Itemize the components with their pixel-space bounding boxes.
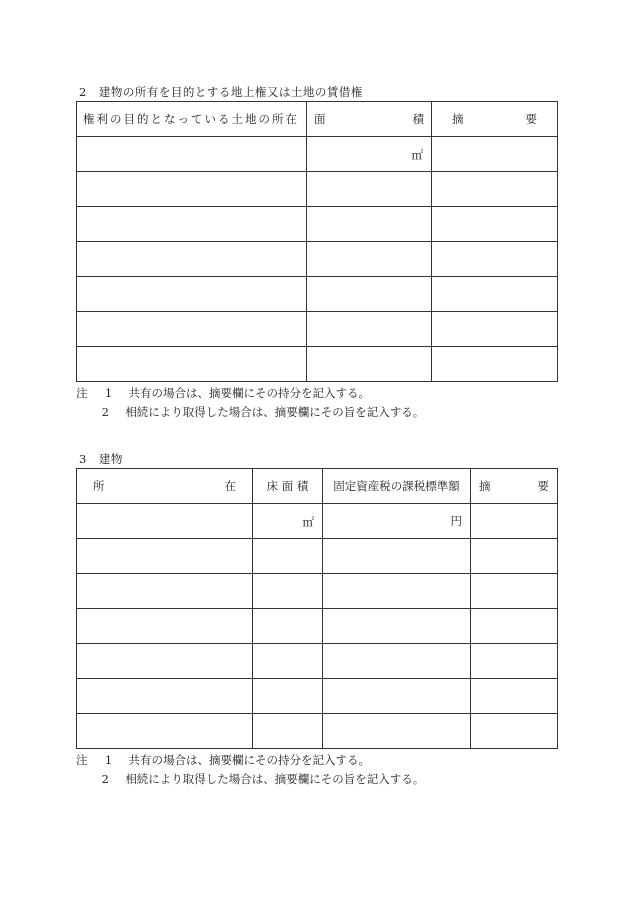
header-remarks xyxy=(471,469,558,504)
cell-tax-value[interactable]: 円 xyxy=(323,504,471,539)
cell-remarks[interactable] xyxy=(432,277,558,312)
cell-remarks[interactable] xyxy=(432,137,558,172)
cell-floor-area[interactable] xyxy=(253,539,323,574)
cell-building-location[interactable] xyxy=(77,574,253,609)
table-row xyxy=(77,277,558,312)
note-2-2 xyxy=(76,404,424,420)
cell-floor-area[interactable] xyxy=(253,714,323,749)
cell-remarks[interactable] xyxy=(471,504,558,539)
cell-building-location[interactable] xyxy=(77,539,253,574)
note-prefix: 注 xyxy=(76,753,88,767)
cell-tax-value[interactable] xyxy=(323,714,471,749)
cell-tax-value[interactable] xyxy=(323,679,471,714)
table-row xyxy=(77,172,558,207)
header-remarks-right: 要 xyxy=(525,112,537,126)
cell-land-location[interactable] xyxy=(77,242,307,277)
cell-building-location[interactable] xyxy=(77,504,253,539)
cell-area[interactable] xyxy=(307,347,432,382)
cell-floor-area[interactable]: ㎡ xyxy=(253,504,323,539)
table-row xyxy=(77,539,558,574)
header-area-left: 面 xyxy=(314,112,326,126)
note-number: 1 xyxy=(104,753,113,767)
cell-land-location[interactable] xyxy=(77,137,307,172)
cell-remarks[interactable] xyxy=(432,347,558,382)
table-row xyxy=(77,574,558,609)
note-prefix: 注 xyxy=(76,386,88,400)
cell-area[interactable] xyxy=(307,172,432,207)
note-3-1 xyxy=(76,752,370,768)
cell-area[interactable] xyxy=(307,277,432,312)
header-remarks-right: 要 xyxy=(537,479,549,493)
table-header-row xyxy=(77,102,558,137)
cell-area[interactable] xyxy=(307,312,432,347)
table-row xyxy=(77,137,558,172)
note-number: 2 xyxy=(101,772,109,786)
cell-land-location[interactable] xyxy=(77,207,307,242)
header-remarks-left: 摘 xyxy=(452,112,464,126)
cell-land-location[interactable] xyxy=(77,312,307,347)
cell-remarks[interactable] xyxy=(471,679,558,714)
note-text: 相続により取得した場合は、摘要欄にその旨を記入する。 xyxy=(125,772,425,786)
cell-remarks[interactable] xyxy=(432,207,558,242)
note-text: 共有の場合は、摘要欄にその持分を記入する。 xyxy=(128,753,370,767)
cell-remarks[interactable] xyxy=(471,609,558,644)
cell-floor-area[interactable] xyxy=(253,574,323,609)
cell-tax-value[interactable] xyxy=(323,609,471,644)
note-number: 1 xyxy=(104,386,113,400)
cell-floor-area[interactable] xyxy=(253,609,323,644)
header-tax-value: 固定資産税の課税標準額 xyxy=(323,469,471,504)
cell-building-location[interactable] xyxy=(77,609,253,644)
building-table xyxy=(76,468,558,749)
table-row xyxy=(77,644,558,679)
cell-building-location[interactable] xyxy=(77,714,253,749)
header-remarks xyxy=(432,102,558,137)
section-3-title: 3 建物 xyxy=(79,452,123,466)
cell-floor-area[interactable] xyxy=(253,679,323,714)
cell-tax-value[interactable] xyxy=(323,644,471,679)
table-row xyxy=(77,347,558,382)
cell-building-location[interactable] xyxy=(77,679,253,714)
cell-tax-value[interactable] xyxy=(323,574,471,609)
note-text: 共有の場合は、摘要欄にその持分を記入する。 xyxy=(128,386,370,400)
cell-remarks[interactable] xyxy=(471,574,558,609)
note-text: 相続により取得した場合は、摘要欄にその旨を記入する。 xyxy=(125,405,425,419)
header-area-right: 積 xyxy=(412,112,424,126)
header-building-location xyxy=(77,469,253,504)
header-remarks-left: 摘 xyxy=(479,479,491,493)
table-row xyxy=(77,504,558,539)
cell-land-location[interactable] xyxy=(77,347,307,382)
cell-remarks[interactable] xyxy=(432,172,558,207)
table-header-row xyxy=(77,469,558,504)
cell-floor-area[interactable] xyxy=(253,644,323,679)
section-2-title: 2 建物の所有を目的とする地上権又は土地の賃借権 xyxy=(79,85,363,99)
table-row xyxy=(77,679,558,714)
header-location-left: 所 xyxy=(93,479,105,493)
cell-tax-value[interactable] xyxy=(323,539,471,574)
table-row xyxy=(77,714,558,749)
cell-remarks[interactable] xyxy=(471,714,558,749)
note-2-1 xyxy=(76,385,370,401)
table-row xyxy=(77,609,558,644)
cell-remarks[interactable] xyxy=(471,644,558,679)
cell-remarks[interactable] xyxy=(471,539,558,574)
header-area xyxy=(307,102,432,137)
cell-land-location[interactable] xyxy=(77,172,307,207)
header-location-right: 在 xyxy=(224,479,236,493)
note-3-2 xyxy=(76,771,424,787)
header-land-location: 権利の目的となっている土地の所在 xyxy=(77,102,307,137)
note-number: 2 xyxy=(101,405,109,419)
cell-area[interactable] xyxy=(307,207,432,242)
table-row xyxy=(77,312,558,347)
cell-land-location[interactable] xyxy=(77,277,307,312)
leasehold-table xyxy=(76,101,558,382)
cell-area[interactable] xyxy=(307,242,432,277)
cell-remarks[interactable] xyxy=(432,242,558,277)
header-floor-area: 床 面 積 xyxy=(253,469,323,504)
table-row xyxy=(77,207,558,242)
cell-remarks[interactable] xyxy=(432,312,558,347)
table-row xyxy=(77,242,558,277)
cell-building-location[interactable] xyxy=(77,644,253,679)
cell-area[interactable]: ㎡ xyxy=(307,137,432,172)
